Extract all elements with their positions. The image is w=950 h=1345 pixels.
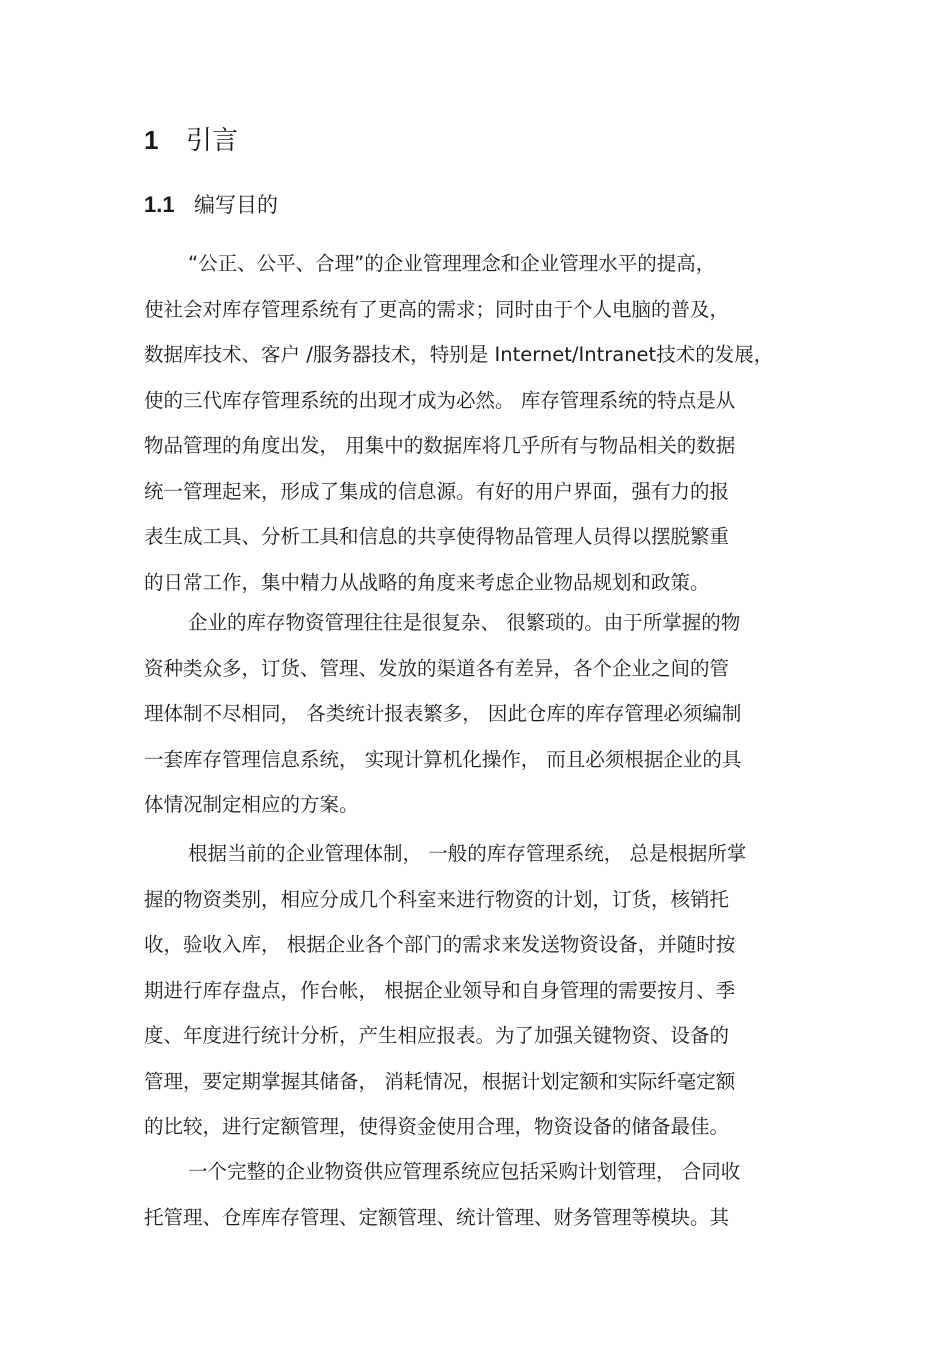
paragraph-line: 一个完整的企业物资供应管理系统应包括采购计划管理， 合同收	[188, 1160, 741, 1183]
heading-1-number: 1	[144, 125, 159, 155]
paragraph-line: 使的三代库存管理系统的出现才成为必然。 库存管理系统的特点是从	[144, 388, 736, 412]
paragraph-line: 体情况制定相应的方案。	[144, 793, 359, 816]
paragraph-line: 资种类众多，订货、管理、发放的渠道各有差异，各个企业之间的管	[144, 656, 730, 680]
paragraph-line: 表生成工具、分析工具和信息的共享使得物品管理人员得以摆脱繁重	[144, 525, 730, 548]
paragraph-line: 企业的库存物资管理往往是很复杂、 很繁琐的。由于所掌握的物	[188, 611, 741, 634]
paragraph-line: 的日常工作，集中精力从战略的角度来考虑企业物品规划和政策。	[144, 570, 710, 594]
paragraph-line: 托管理、仓库库存管理、定额管理、统计管理、财务管理等模块。其	[144, 1205, 730, 1229]
heading-2-number: 1.1	[144, 192, 175, 217]
paragraph-line: 理体制不尽相同， 各类统计报表繁多， 因此仓库的库存管理必须编制	[144, 702, 742, 725]
paragraph-line: 度、年度进行统计分析，产生相应报表。为了加强关键物资、设备的	[144, 1024, 730, 1047]
paragraph-line: 期进行库存盘点，作台帐， 根据企业领导和自身管理的需要按月、季	[144, 978, 736, 1002]
paragraph-line: 握的物资类别，相应分成几个科室来进行物资的计划，订货，核销托	[144, 887, 730, 911]
heading-1-title: 引言	[186, 126, 239, 156]
paragraph-line: “公正、公平、合理”的企业管理理念和企业管理水平的提高，	[188, 252, 716, 275]
paragraph-4	[144, 1149, 814, 1240]
paragraph-line: 管理，要定期掌握其储备， 消耗情况，根据计划定额和实际纤毫定额	[144, 1069, 736, 1093]
paragraph-line: 数据库技术、客户 /服务器技术，特别是 Internet/Intranet技术的发展，	[144, 343, 774, 366]
paragraph-2	[144, 600, 814, 828]
paragraph-line: 统一管理起来，形成了集成的信息源。有好的用户界面，强有力的报	[144, 479, 730, 503]
heading-2-title: 编写目的	[194, 193, 278, 217]
heading-2	[144, 188, 278, 222]
paragraph-line: 根据当前的企业管理体制， 一般的库存管理系统， 总是根据所掌	[188, 842, 747, 865]
paragraph-line: 的比较，进行定额管理，使得资金使用合理，物资设备的储备最佳。	[144, 1115, 730, 1138]
paragraph-3	[144, 831, 814, 1150]
paragraph-line: 一套库存管理信息系统， 实现计算机化操作， 而且必须根据企业的具	[144, 747, 742, 771]
paragraph-line: 物品管理的角度出发， 用集中的数据库将几乎所有与物品相关的数据	[144, 434, 736, 457]
paragraph-line: 使社会对库存管理系统有了更高的需求；同时由于个人电脑的普及，	[144, 297, 730, 321]
paragraph-line: 收，验收入库， 根据企业各个部门的需求来发送物资设备，并随时按	[144, 933, 736, 956]
paragraph-1	[144, 241, 814, 605]
heading-1	[144, 120, 238, 161]
